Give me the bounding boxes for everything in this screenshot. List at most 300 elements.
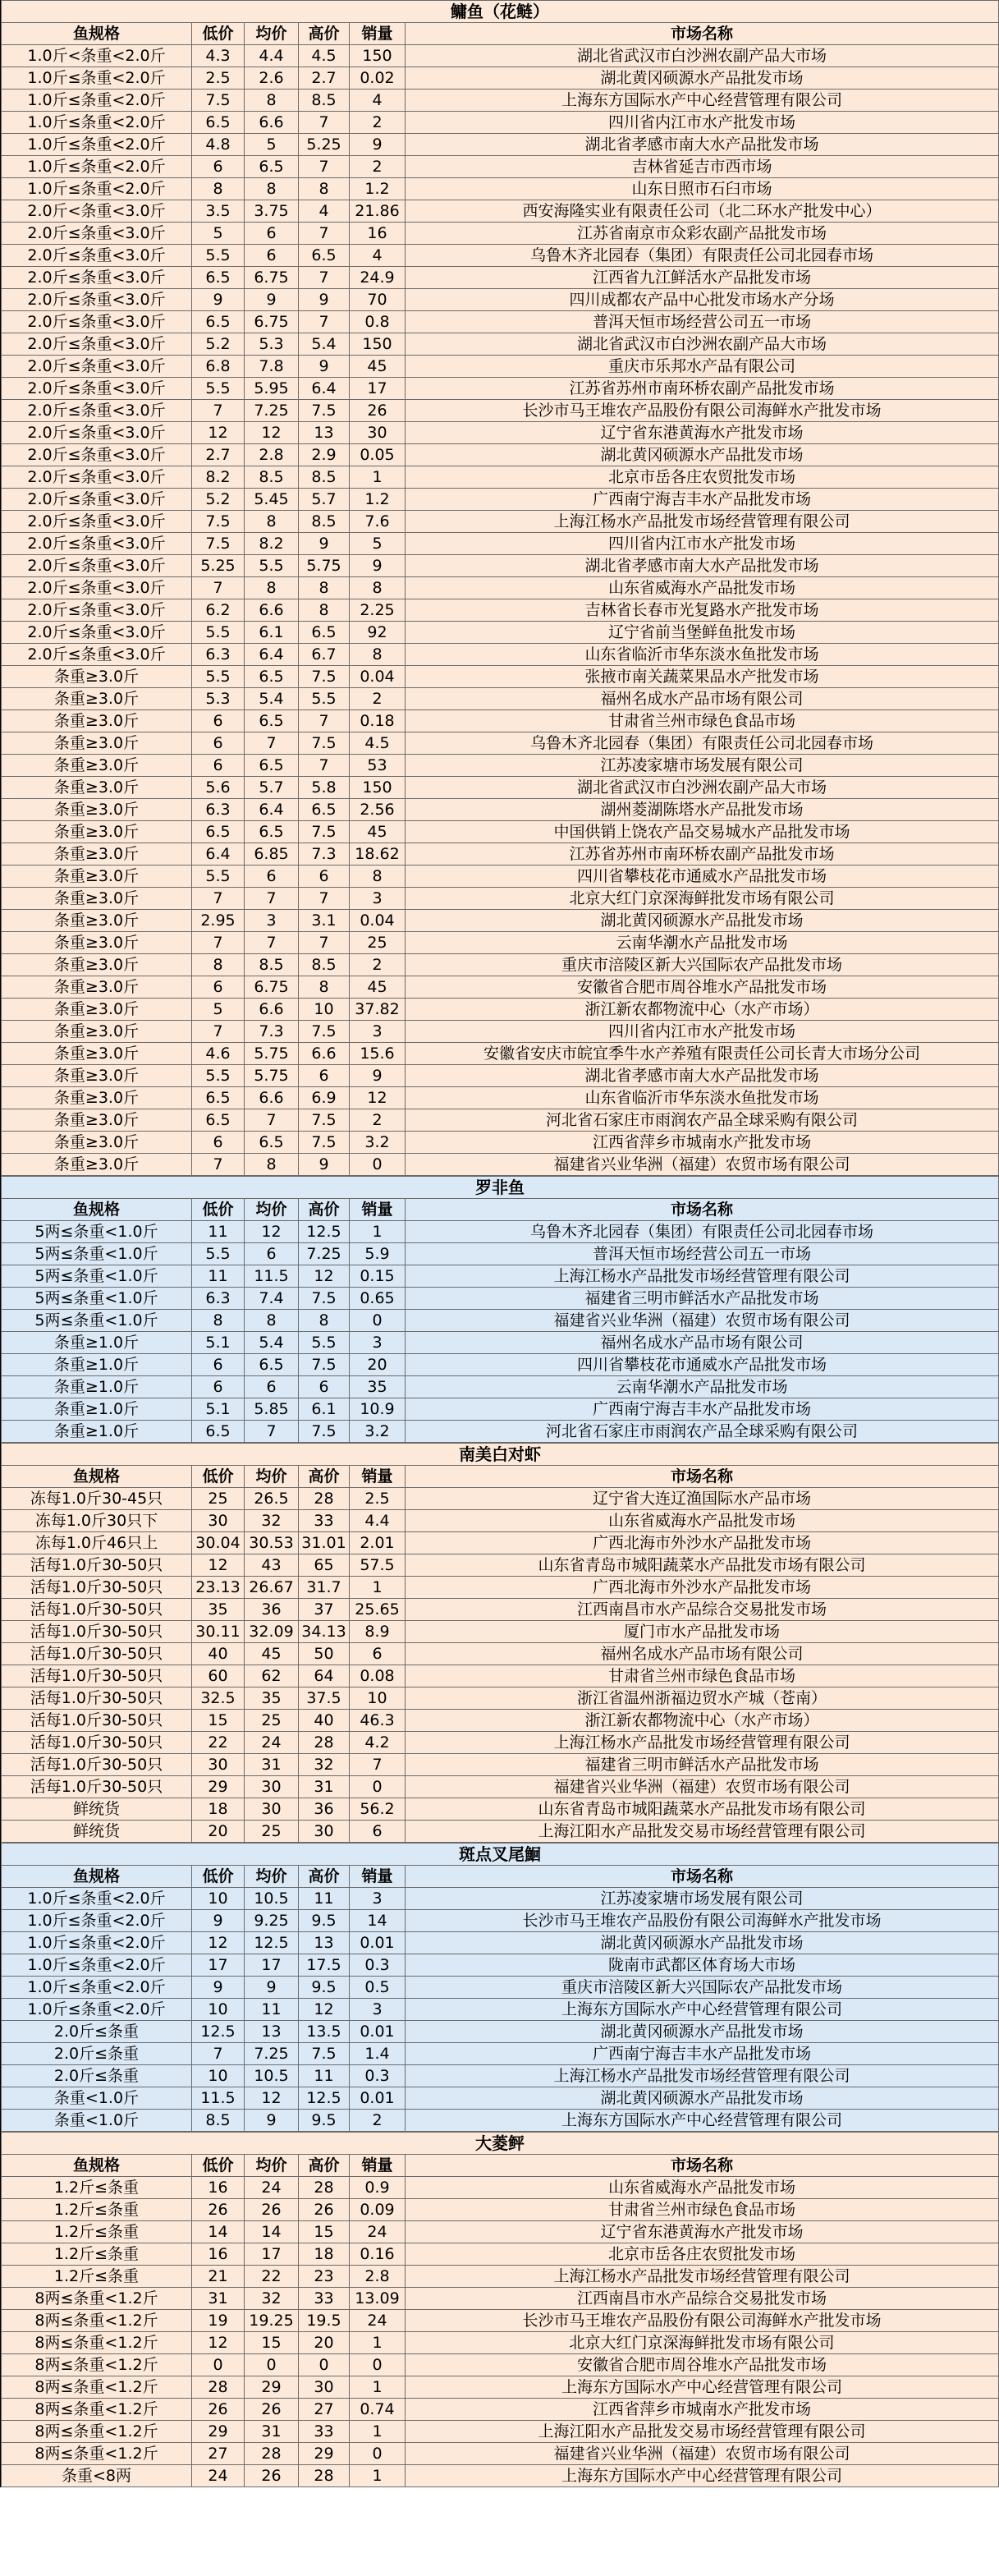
high-price-cell: 6 <box>299 866 350 888</box>
avg-price-cell: 30 <box>245 1776 299 1798</box>
table-row <box>2 444 999 466</box>
spec-cell: 1.2斤≤条重 <box>2 2221 192 2243</box>
high-price-cell: 8 <box>299 178 350 200</box>
low-price-cell: 26 <box>192 2199 245 2221</box>
avg-price-cell: 28 <box>245 2443 299 2465</box>
table-row <box>2 1043 999 1065</box>
spec-cell: 1.0斤≤条重<2.0斤 <box>2 67 192 90</box>
high-price-cell: 5.75 <box>299 555 350 577</box>
low-price-cell: 2.7 <box>192 444 245 466</box>
avg-price-cell: 35 <box>245 1687 299 1710</box>
spec-cell: 1.2斤≤条重 <box>2 2243 192 2266</box>
column-header: 高价 <box>299 2155 350 2177</box>
column-header: 销量 <box>350 23 406 45</box>
volume-cell: 2.56 <box>350 799 406 821</box>
spec-cell: 条重<8两 <box>2 2465 192 2487</box>
high-price-cell: 34.13 <box>299 1621 350 1643</box>
market-name-cell: 湖北省武汉市白沙洲农副产品大市场 <box>406 777 999 799</box>
table-row <box>2 1932 999 1954</box>
spec-cell: 1.0斤≤条重<2.0斤 <box>2 90 192 112</box>
table-row <box>2 1999 999 2021</box>
volume-cell: 30 <box>350 422 406 444</box>
avg-price-cell: 5 <box>245 134 299 156</box>
market-name-cell: 福建省兴业华洲（福建）农贸市场有限公司 <box>406 1310 999 1332</box>
table-row <box>2 2354 999 2376</box>
table-row <box>2 1488 999 1510</box>
low-price-cell: 6.3 <box>192 1288 245 1310</box>
volume-cell: 0.01 <box>350 1932 406 1954</box>
market-name-cell: 福建省兴业华洲（福建）农贸市场有限公司 <box>406 2443 999 2465</box>
table-row <box>2 1310 999 1332</box>
high-price-cell: 7 <box>299 156 350 178</box>
volume-cell: 26 <box>350 400 406 422</box>
volume-cell: 56.2 <box>350 1798 406 1821</box>
high-price-cell: 5.5 <box>299 1332 350 1354</box>
table-row <box>2 2087 999 2110</box>
high-price-cell: 28 <box>299 2465 350 2487</box>
spec-cell: 2.0斤≤条重<3.0斤 <box>2 466 192 489</box>
table-row <box>2 1732 999 1754</box>
volume-cell: 0.02 <box>350 67 406 90</box>
table-row <box>2 1421 999 1443</box>
low-price-cell: 5.1 <box>192 1332 245 1354</box>
avg-price-cell: 45 <box>245 1643 299 1665</box>
market-name-cell: 上海江杨水产品批发市场经营管理有限公司 <box>406 2266 999 2288</box>
low-price-cell: 18 <box>192 1798 245 1821</box>
high-price-cell: 7.5 <box>299 1109 350 1132</box>
market-name-cell: 福建省兴业华洲（福建）农贸市场有限公司 <box>406 1776 999 1798</box>
table-row <box>2 1665 999 1687</box>
avg-price-cell: 32.09 <box>245 1621 299 1643</box>
high-price-cell: 5.5 <box>299 688 350 710</box>
low-price-cell: 5.5 <box>192 622 245 644</box>
volume-cell: 0.16 <box>350 2243 406 2266</box>
volume-cell: 70 <box>350 289 406 311</box>
spec-cell: 条重<1.0斤 <box>2 2087 192 2110</box>
market-name-cell: 北京市岳各庄农贸批发市场 <box>406 2243 999 2266</box>
high-price-cell: 5.25 <box>299 134 350 156</box>
market-name-cell: 江苏省南京市众彩农副产品批发市场 <box>406 223 999 245</box>
spec-cell: 活每1.0斤30-50只 <box>2 1732 192 1754</box>
low-price-cell: 6 <box>192 710 245 732</box>
volume-cell: 3 <box>350 1332 406 1354</box>
high-price-cell: 7 <box>299 311 350 333</box>
avg-price-cell: 5.75 <box>245 1065 299 1087</box>
market-name-cell: 重庆市涪陵区新大兴国际农产品批发市场 <box>406 1977 999 1999</box>
table-row <box>2 422 999 444</box>
high-price-cell: 7 <box>299 112 350 134</box>
spec-cell: 2.0斤≤条重<3.0斤 <box>2 555 192 577</box>
avg-price-cell: 6.75 <box>245 976 299 999</box>
spec-cell: 1.0斤≤条重<2.0斤 <box>2 1932 192 1954</box>
avg-price-cell: 26.67 <box>245 1577 299 1599</box>
market-name-cell: 辽宁省前当堡鲜鱼批发市场 <box>406 622 999 644</box>
avg-price-cell: 8 <box>245 1154 299 1176</box>
table-row <box>2 267 999 289</box>
avg-price-cell: 6.6 <box>245 1087 299 1109</box>
volume-cell: 7 <box>350 1754 406 1776</box>
spec-cell: 活每1.0斤30-50只 <box>2 1643 192 1665</box>
volume-cell: 45 <box>350 821 406 843</box>
spec-cell: 1.0斤≤条重<2.0斤 <box>2 1910 192 1932</box>
table-row <box>2 2443 999 2465</box>
table-row <box>2 1621 999 1643</box>
table-row <box>2 821 999 843</box>
volume-cell: 150 <box>350 333 406 356</box>
market-name-cell: 广西北海市外沙水产品批发市场 <box>406 1532 999 1554</box>
high-price-cell: 6 <box>299 1065 350 1087</box>
avg-price-cell: 30 <box>245 1798 299 1821</box>
market-name-cell: 辽宁省东港黄海水产批发市场 <box>406 2221 999 2243</box>
section-table <box>1 1843 999 2132</box>
market-name-cell: 四川省内江市水产批发市场 <box>406 533 999 555</box>
market-name-cell: 安徽省安庆市皖宜季牛水产养殖有限责任公司长青大市场分公司 <box>406 1043 999 1065</box>
avg-price-cell: 5.5 <box>245 555 299 577</box>
low-price-cell: 6.5 <box>192 267 245 289</box>
market-name-cell: 江苏省苏州市南环桥农副产品批发市场 <box>406 843 999 866</box>
avg-price-cell: 4.4 <box>245 45 299 67</box>
avg-price-cell: 7.25 <box>245 2043 299 2065</box>
volume-cell: 1 <box>350 2465 406 2487</box>
volume-cell: 0.3 <box>350 1954 406 1977</box>
volume-cell: 3 <box>350 888 406 910</box>
avg-price-cell: 7 <box>245 732 299 755</box>
table-row <box>2 1977 999 1999</box>
high-price-cell: 7.5 <box>299 732 350 755</box>
market-name-cell: 上海东方国际水产中心经营管理有限公司 <box>406 1999 999 2021</box>
table-row <box>2 1754 999 1776</box>
high-price-cell: 8.5 <box>299 511 350 533</box>
table-row <box>2 999 999 1021</box>
volume-cell: 0.09 <box>350 2199 406 2221</box>
market-name-cell: 甘肃省兰州市绿色食品市场 <box>406 1665 999 1687</box>
low-price-cell: 16 <box>192 2177 245 2199</box>
avg-price-cell: 5.4 <box>245 688 299 710</box>
spec-cell: 1.0斤≤条重<2.0斤 <box>2 1977 192 1999</box>
high-price-cell: 7.3 <box>299 843 350 866</box>
spec-cell: 2.0斤≤条重 <box>2 2021 192 2043</box>
market-name-cell: 福建省三明市鲜活水产品批发市场 <box>406 1754 999 1776</box>
avg-price-cell: 6.5 <box>245 1132 299 1154</box>
avg-price-cell: 9 <box>245 2110 299 2132</box>
avg-price-cell: 24 <box>245 2177 299 2199</box>
table-row <box>2 599 999 622</box>
column-header: 鱼规格 <box>2 1466 192 1488</box>
table-row <box>2 200 999 223</box>
spec-cell: 条重≥1.0斤 <box>2 1421 192 1443</box>
volume-cell: 17 <box>350 378 406 400</box>
spec-cell: 2.0斤≤条重<3.0斤 <box>2 444 192 466</box>
market-name-cell: 山东省威海水产品批发市场 <box>406 577 999 599</box>
volume-cell: 1.2 <box>350 489 406 511</box>
table-row <box>2 755 999 777</box>
volume-cell: 24.9 <box>350 267 406 289</box>
volume-cell: 8 <box>350 866 406 888</box>
spec-cell: 1.0斤<条重<2.0斤 <box>2 45 192 67</box>
spec-cell: 1.0斤≤条重<2.0斤 <box>2 112 192 134</box>
low-price-cell: 3.5 <box>192 200 245 223</box>
table-row <box>2 2110 999 2132</box>
low-price-cell: 6.5 <box>192 821 245 843</box>
table-row <box>2 1087 999 1109</box>
market-name-cell: 西安海隆实业有限责任公司（北二环水产批发中心） <box>406 200 999 223</box>
column-header: 销量 <box>350 1199 406 1221</box>
column-header: 均价 <box>245 1866 299 1888</box>
market-name-cell: 北京市岳各庄农贸批发市场 <box>406 466 999 489</box>
volume-cell: 150 <box>350 45 406 67</box>
column-header: 市场名称 <box>406 23 999 45</box>
low-price-cell: 7 <box>192 400 245 422</box>
volume-cell: 0.04 <box>350 666 406 688</box>
high-price-cell: 7.5 <box>299 666 350 688</box>
high-price-cell: 7.5 <box>299 821 350 843</box>
low-price-cell: 11 <box>192 1265 245 1288</box>
high-price-cell: 9 <box>299 289 350 311</box>
section-title-row <box>2 1444 999 1466</box>
avg-price-cell: 5.95 <box>245 378 299 400</box>
table-row <box>2 843 999 866</box>
high-price-cell: 2.9 <box>299 444 350 466</box>
avg-price-cell: 5.7 <box>245 777 299 799</box>
high-price-cell: 6 <box>299 1376 350 1398</box>
spec-cell: 活每1.0斤30-50只 <box>2 1754 192 1776</box>
market-name-cell: 湖北省孝感市南大水产品批发市场 <box>406 134 999 156</box>
spec-cell: 2.0斤≤条重<3.0斤 <box>2 599 192 622</box>
volume-cell: 1 <box>350 2376 406 2399</box>
high-price-cell: 26 <box>299 2199 350 2221</box>
high-price-cell: 29 <box>299 2443 350 2465</box>
volume-cell: 18.62 <box>350 843 406 866</box>
table-row <box>2 112 999 134</box>
low-price-cell: 11.5 <box>192 2087 245 2110</box>
low-price-cell: 26 <box>192 2399 245 2421</box>
market-name-cell: 上海东方国际水产中心经营管理有限公司 <box>406 2465 999 2487</box>
table-row <box>2 2177 999 2199</box>
avg-price-cell: 2.6 <box>245 67 299 90</box>
low-price-cell: 6 <box>192 1354 245 1376</box>
high-price-cell: 37 <box>299 1599 350 1621</box>
spec-cell: 1.2斤≤条重 <box>2 2177 192 2199</box>
spec-cell: 鲜统货 <box>2 1798 192 1821</box>
avg-price-cell: 9 <box>245 1977 299 1999</box>
market-name-cell: 福州名成水产品市场有限公司 <box>406 1332 999 1354</box>
column-header: 市场名称 <box>406 1199 999 1221</box>
avg-price-cell: 12.5 <box>245 1932 299 1954</box>
low-price-cell: 14 <box>192 2221 245 2243</box>
volume-cell: 2.8 <box>350 2266 406 2288</box>
table-row <box>2 1554 999 1577</box>
table-row <box>2 932 999 954</box>
market-name-cell: 上海江杨水产品批发市场经营管理有限公司 <box>406 1732 999 1754</box>
market-name-cell: 乌鲁木齐北园春（集团）有限责任公司北园春市场 <box>406 1221 999 1243</box>
high-price-cell: 40 <box>299 1710 350 1732</box>
spec-cell: 冻每1.0斤30只下 <box>2 1510 192 1532</box>
volume-cell: 0.18 <box>350 710 406 732</box>
volume-cell: 0.08 <box>350 1665 406 1687</box>
volume-cell: 150 <box>350 777 406 799</box>
high-price-cell: 3.1 <box>299 910 350 932</box>
avg-price-cell: 6 <box>245 866 299 888</box>
column-header: 低价 <box>192 1199 245 1221</box>
volume-cell: 12 <box>350 1087 406 1109</box>
market-name-cell: 山东省临沂市华东淡水鱼批发市场 <box>406 1087 999 1109</box>
avg-price-cell: 7 <box>245 932 299 954</box>
high-price-cell: 7.5 <box>299 2043 350 2065</box>
low-price-cell: 5 <box>192 223 245 245</box>
low-price-cell: 7 <box>192 888 245 910</box>
market-name-cell: 江西省萍乡市城南水产批发市场 <box>406 2399 999 2421</box>
high-price-cell: 8 <box>299 577 350 599</box>
section-title: 大菱鲆 <box>2 2133 999 2155</box>
market-name-cell: 乌鲁木齐北园春（集团）有限责任公司北园春市场 <box>406 732 999 755</box>
low-price-cell: 6 <box>192 976 245 999</box>
avg-price-cell: 6.6 <box>245 999 299 1021</box>
volume-cell: 9 <box>350 1065 406 1087</box>
low-price-cell: 7.5 <box>192 511 245 533</box>
low-price-cell: 6.5 <box>192 112 245 134</box>
avg-price-cell: 6 <box>245 245 299 267</box>
market-name-cell: 湖州菱湖陈塔水产品批发市场 <box>406 799 999 821</box>
spec-cell: 条重≥3.0斤 <box>2 666 192 688</box>
volume-cell: 4 <box>350 245 406 267</box>
spec-cell: 2.0斤≤条重<3.0斤 <box>2 223 192 245</box>
avg-price-cell: 6.5 <box>245 710 299 732</box>
table-row <box>2 910 999 932</box>
avg-price-cell: 6 <box>245 1376 299 1398</box>
table-row <box>2 378 999 400</box>
low-price-cell: 5 <box>192 999 245 1021</box>
low-price-cell: 10 <box>192 1888 245 1910</box>
table-row <box>2 1510 999 1532</box>
high-price-cell: 7 <box>299 888 350 910</box>
table-row <box>2 511 999 533</box>
volume-cell: 0 <box>350 1154 406 1176</box>
low-price-cell: 28 <box>192 2376 245 2399</box>
table-row <box>2 2399 999 2421</box>
spec-cell: 条重≥3.0斤 <box>2 777 192 799</box>
high-price-cell: 7.5 <box>299 1288 350 1310</box>
low-price-cell: 30 <box>192 1754 245 1776</box>
market-name-cell: 上海江阳水产品批发交易市场经营管理有限公司 <box>406 1821 999 1843</box>
spec-cell: 条重≥3.0斤 <box>2 1021 192 1043</box>
table-row <box>2 1798 999 1821</box>
table-row <box>2 2021 999 2043</box>
spec-cell: 冻每1.0斤46只上 <box>2 1532 192 1554</box>
volume-cell: 4.2 <box>350 1732 406 1754</box>
table-row <box>2 245 999 267</box>
table-row <box>2 2221 999 2243</box>
avg-price-cell: 6.75 <box>245 311 299 333</box>
avg-price-cell: 3 <box>245 910 299 932</box>
low-price-cell: 12.5 <box>192 2021 245 2043</box>
low-price-cell: 30 <box>192 1510 245 1532</box>
table-row <box>2 577 999 599</box>
column-header: 高价 <box>299 1199 350 1221</box>
high-price-cell: 7.5 <box>299 1021 350 1043</box>
volume-cell: 24 <box>350 2221 406 2243</box>
table-row <box>2 1221 999 1243</box>
volume-cell: 53 <box>350 755 406 777</box>
avg-price-cell: 13 <box>245 2021 299 2043</box>
table-row <box>2 1910 999 1932</box>
low-price-cell: 6 <box>192 156 245 178</box>
volume-cell: 3 <box>350 1888 406 1910</box>
table-row <box>2 400 999 422</box>
market-name-cell: 厦门市水产品批发市场 <box>406 1621 999 1643</box>
market-name-cell: 辽宁省大连辽渔国际水产品市场 <box>406 1488 999 1510</box>
avg-price-cell: 12 <box>245 2087 299 2110</box>
volume-cell: 9 <box>350 555 406 577</box>
low-price-cell: 2.5 <box>192 67 245 90</box>
volume-cell: 8 <box>350 577 406 599</box>
low-price-cell: 6 <box>192 1132 245 1154</box>
low-price-cell: 32.5 <box>192 1687 245 1710</box>
high-price-cell: 32 <box>299 1754 350 1776</box>
low-price-cell: 6.5 <box>192 311 245 333</box>
spec-cell: 2.0斤≤条重 <box>2 2043 192 2065</box>
spec-cell: 5两≤条重<1.0斤 <box>2 1243 192 1265</box>
low-price-cell: 40 <box>192 1643 245 1665</box>
volume-cell: 1 <box>350 2332 406 2354</box>
low-price-cell: 6 <box>192 1376 245 1398</box>
low-price-cell: 29 <box>192 1776 245 1798</box>
market-name-cell: 浙江新农都物流中心（水产市场） <box>406 999 999 1021</box>
avg-price-cell: 29 <box>245 2376 299 2399</box>
low-price-cell: 20 <box>192 1821 245 1843</box>
table-row <box>2 1577 999 1599</box>
section-table <box>1 2132 999 2487</box>
avg-price-cell: 8 <box>245 90 299 112</box>
column-header: 低价 <box>192 2155 245 2177</box>
low-price-cell: 7.5 <box>192 533 245 555</box>
low-price-cell: 4.6 <box>192 1043 245 1065</box>
spec-cell: 条重≥1.0斤 <box>2 1398 192 1421</box>
avg-price-cell: 26 <box>245 2399 299 2421</box>
spec-cell: 8两≤条重<1.2斤 <box>2 2332 192 2354</box>
table-row <box>2 1954 999 1977</box>
table-row <box>2 1643 999 1665</box>
spec-cell: 活每1.0斤30-50只 <box>2 1599 192 1621</box>
column-header: 低价 <box>192 1866 245 1888</box>
low-price-cell: 4.8 <box>192 134 245 156</box>
volume-cell: 46.3 <box>350 1710 406 1732</box>
high-price-cell: 31.7 <box>299 1577 350 1599</box>
volume-cell: 2 <box>350 156 406 178</box>
market-name-cell: 广西南宁海吉丰水产品批发市场 <box>406 2043 999 2065</box>
low-price-cell: 6.5 <box>192 1109 245 1132</box>
market-name-cell: 湖北省武汉市白沙洲农副产品大市场 <box>406 333 999 356</box>
spec-cell: 条重≥3.0斤 <box>2 688 192 710</box>
avg-price-cell: 62 <box>245 1665 299 1687</box>
table-row <box>2 1265 999 1288</box>
avg-price-cell: 8 <box>245 178 299 200</box>
low-price-cell: 10 <box>192 2065 245 2087</box>
volume-cell: 4.5 <box>350 732 406 755</box>
table-row <box>2 2332 999 2354</box>
spec-cell: 条重≥3.0斤 <box>2 1065 192 1087</box>
column-header: 市场名称 <box>406 1866 999 1888</box>
high-price-cell: 4 <box>299 200 350 223</box>
market-name-cell: 山东日照市石臼市场 <box>406 178 999 200</box>
column-header: 销量 <box>350 1866 406 1888</box>
high-price-cell: 65 <box>299 1554 350 1577</box>
avg-price-cell: 0 <box>245 2354 299 2376</box>
market-name-cell: 广西南宁海吉丰水产品批发市场 <box>406 1398 999 1421</box>
table-row <box>2 311 999 333</box>
high-price-cell: 9 <box>299 356 350 378</box>
high-price-cell: 8.5 <box>299 466 350 489</box>
spec-cell: 条重≥3.0斤 <box>2 1087 192 1109</box>
